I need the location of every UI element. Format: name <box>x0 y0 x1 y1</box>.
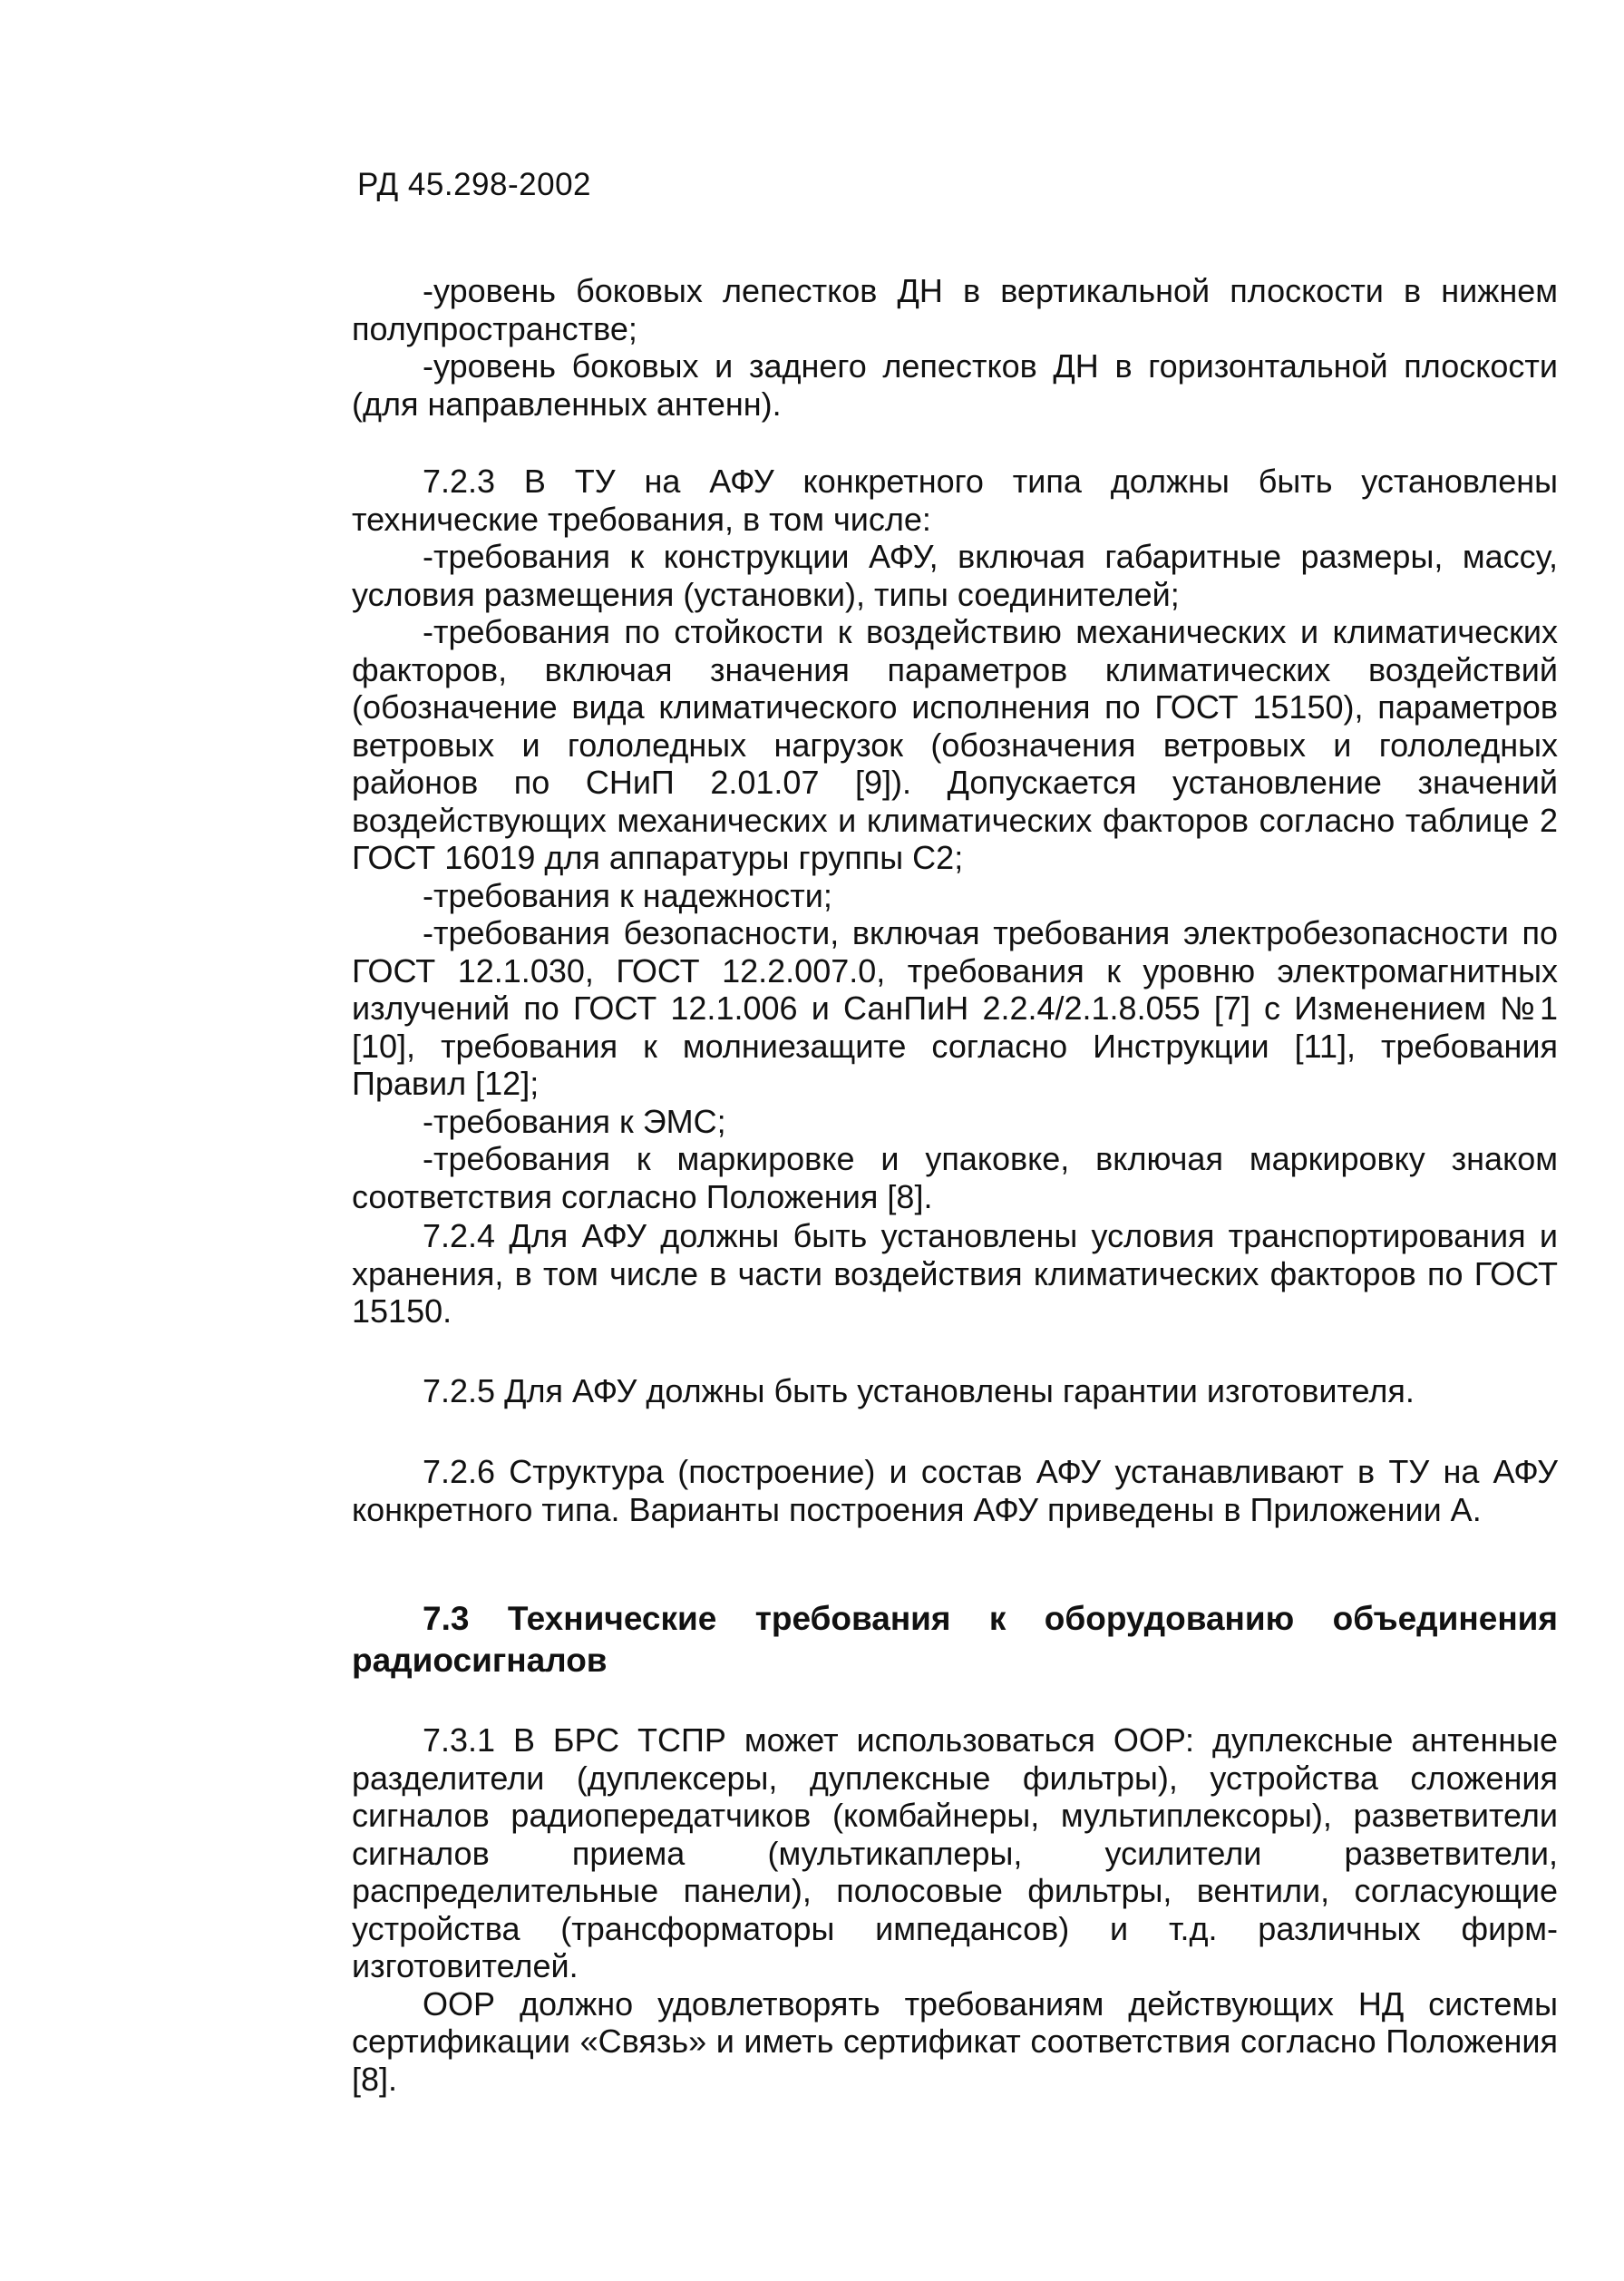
paragraph: ООР должно удовлетворять требованиям действующих НД системы сертификации «Связь» и иметь сертификат соответствия согласно Положения [8]. <box>352 1984 1558 2098</box>
section-7-2-5 <box>352 1372 1558 1410</box>
list-item: -уровень боковых и заднего лепестков ДН в горизонтальной плоскости (для направленных антенн). <box>352 347 1558 423</box>
paragraph: 7.2.3 В ТУ на АФУ конкретного типа должны быть установлены технические требования, в том числе: <box>352 463 1558 538</box>
paragraph: 7.2.5 Для АФУ должны быть установлены гарантии изготовителя. <box>423 1372 1415 1409</box>
section-7-2-2-tail <box>352 272 1558 423</box>
list-item: -требования безопасности, включая требования электробезопасности по ГОСТ 12.1.030, ГОСТ 12.2.007.0, требования к уровню электромагнитных излучений по ГОСТ 12.1.006 и СанПиН 2.2.4/2.1.8.055 [7] с Изменением №1 [10], требования к молниезащите согласно Инструкции [11], требования Правил [12]; <box>352 914 1558 1102</box>
paragraph: 7.2.4 Для АФУ должны быть установлены условия транспортирования и хранения, в том числе в части воздействия климатических факторов по ГОСТ 15150. <box>352 1217 1558 1330</box>
document-code: РД 45.298-2002 <box>357 167 591 202</box>
list-item: -уровень боковых лепестков ДН в вертикальной плоскости в нижнем полупространстве; <box>352 272 1558 347</box>
paragraph: 7.3.1 В БРС ТСПР может использоваться ООР: дуплексные антенные разделители (дуплексеры, дуплексные фильтры), устройства сложения сигналов радиопередатчиков (комбайнеры, мультиплексоры), разветвители сигналов приема (мультикаплеры, усилители разветвители, распределительные панели), полосовые фильтры, вентили, согласующие устройства (трансформаторы импедансов) и т.д. различных фирм-изготовителей. <box>352 1721 1558 1984</box>
section-7-2-3 <box>352 463 1558 1215</box>
heading-number: 7.3 <box>423 1600 470 1637</box>
section-7-3-1 <box>352 1721 1558 2098</box>
list-item: -требования к конструкции АФУ, включая габаритные размеры, массу, условия размещения (установки), типы соединителей; <box>352 538 1558 613</box>
section-7-2-4 <box>352 1217 1558 1331</box>
paragraph: 7.2.6 Структура (построение) и состав АФУ устанавливают в ТУ на АФУ конкретного типа. Варианты построения АФУ приведены в Приложении А. <box>352 1453 1558 1528</box>
list-item: -требования по стойкости к воздействию механических и климатических факторов, включая значения параметров климатических воздействий (обозначение вида климатического исполнения по ГОСТ 15150), параметров ветровых и гололедных нагрузок (обозначения ветровых и гололедных районов по СНиП 2.01.07 [9]). Допускается установление значений воздействующих механических и климатических факторов согласно таблице 2 ГОСТ 16019 для аппаратуры группы С2; <box>352 613 1558 876</box>
list-item: -требования к маркировке и упаковке, включая маркировку знаком соответствия согласно Положения [8]. <box>352 1140 1558 1215</box>
section-7-2-6 <box>352 1453 1558 1528</box>
list-item: -требования к ЭМС; <box>423 1102 726 1140</box>
list-item: -требования к надежности; <box>423 876 832 914</box>
section-7-3-heading <box>352 1598 1558 1682</box>
heading-title: Технические требования к оборудованию объединения радиосигналов <box>352 1600 1558 1679</box>
